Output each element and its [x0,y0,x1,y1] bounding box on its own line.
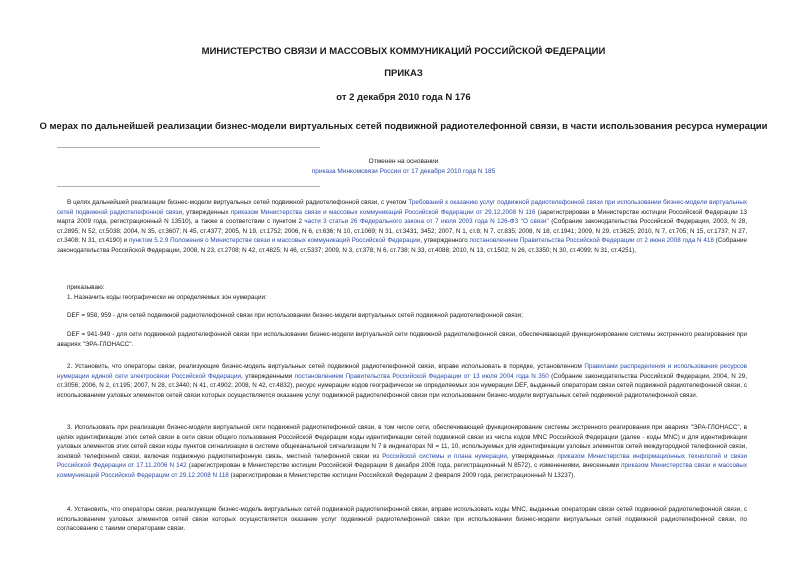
doc-type-heading: ПРИКАЗ [384,68,423,79]
divider-top [57,147,320,148]
preamble-text-5: , утвержденного [420,237,470,245]
item1-intro: 1. Назначить коды географически не определяемых зон нумерации: [67,294,267,301]
doc-date-heading: от 2 декабря 2010 года N 176 [336,92,471,103]
preamble-text-4: (Собрание законодательства Российской Федерации, 2003, N 28, ст.2895; N 52, ст.5038; 2004, N 35, ст.3607; N 45, ст.4377; 2005, N 19, ст.1752; 2006, N 6, ст.636; N 10, ст.1069; N 31, ст.3431, 3452; 2007, N 1, ст.8; N 7, ст.835; 2008, N 18, ст.1941; 2009, N 29, ст.3625; 2010, N 7, ст.705; N 15, ст.1737; N 27, ст.3408; N 31, ст.4190) и [57,218,747,245]
link-order-116[interactable]: приказом Министерства связи и массовых коммуникаций Российской Федерации от 29.12.2008 N 116 [230,208,536,216]
item3-text-3: (зарегистрирован в Министерстве юстиции Российской Федерации 8 декабря 2006 года, регистрационный N 8572), с изменениями, внесенными [186,462,622,470]
item2-text-1: 2. Установить, что операторы связи, реализующие бизнес-модель виртуальных сетей подвижной радиотелефонной связи, вправе использовать в порядке, установленном [67,363,585,370]
preamble-paragraph [57,198,747,256]
item2-paragraph [57,362,747,400]
link-order-142[interactable]: приказом Министерства информационных технологий и связи Российской Федерации от 17.11.2006 N 142 [57,452,748,470]
divider-bottom [57,186,320,187]
preamble-text-3: (зарегистрирован в Министерстве юстиции Российской Федерации 13 марта 2009 года, регистрационный N 13510), а также в соответствии с пунктом 2 [57,208,747,226]
item4-paragraph: 4. Установить, что операторы связи, реализующие бизнес-модель виртуальных сетей подвижной радиотелефонной связи, вправе использовать коды MNC, выданные операторам связи сетей подвижной радиотелефонной связи, с использованием узловых элементов сетей связи которых осуществляется оказание услуг подвижной радиотелефонной связи при использовании бизнес-модели виртуальных сетей подвижной радиотелефонной связи, по согласованию с такими операторами связи. [57,506,747,533]
link-resolution-418[interactable]: постановлением Правительства Российской Федерации от 2 июня 2008 года N 418 [469,237,714,245]
link-numbering-plan[interactable]: Российской системы и плана нумерации [382,452,507,460]
link-resolution-350[interactable]: постановлением Правительства Российской Федерации от 13 июля 2004 года N 350 [294,372,549,380]
revocation-note: Отменен на основании [368,158,439,165]
revocation-line [0,168,807,175]
preamble-text-2: , утвержденных [182,208,231,216]
item3-text-4: (зарегистрирован в Министерстве юстиции Российской Федерации 2 февраля 2009 года, регистрационный N 13237). [228,471,576,479]
item2-text-2: , утвержденными [241,372,295,380]
link-requirements[interactable]: Требований к оказанию услуг подвижной радиотелефонной связи при использовании бизнес-модели виртуальных сетей подвижной радиотелефонной связи [57,199,747,216]
preamble-text-6: (Собрание законодательства Российской Федерации, 2008, N 23, ст.2708; N 42, ст.4825; N 46, ст.5337; 2009, N 3, ст.378; N 6, ст.738; N 33, ст.4088; 2010, N 13, ст.1502; N 26, ст.3350; N 30, ст.4099; N 31, ст.4251), [57,237,747,254]
revocation-link[interactable]: приказа Минкомсвязи России от 17 декабря 2010 года N 185 [311,168,496,175]
link-regulation-529[interactable]: пунктом 5.2.9 Положения о Министерстве связи и массовых коммуникаций Российской Федерации [128,237,421,245]
doc-title: О мерах по дальнейшей реализации бизнес-модели виртуальных сетей подвижной радиотелефонной связи, в части использования ресурса нумерации [39,121,768,132]
item1-def-958: DEF = 958, 959 - для сетей подвижной радиотелефонной связи при использовании бизнес-модели виртуальных сетей подвижной радиотелефонной связи; [67,312,523,319]
item1-def-941: DEF = 941-949 - для сети подвижной радиотелефонной связи при использовании бизнес-модели виртуальной сети подвижной радиотелефонной связи, обеспечивающей функционирование системы экстренного реагирования при авариях "ЭРА-ГЛОНАСС". [57,331,747,348]
item3-text-2: , утвержденных [506,452,558,460]
link-numbering-rules[interactable]: Правилами распределения и использования ресурсов нумерации единой сети электросвязи Российской Федерации [57,363,747,380]
link-law-126[interactable]: части 3 статьи 26 Федерального закона от 7 июля 2003 года N 126-ФЗ "О связи" [304,218,549,226]
order-word: приказываю: [67,284,105,291]
item3-paragraph [57,423,747,481]
ministry-heading: МИНИСТЕРСТВО СВЯЗИ И МАССОВЫХ КОММУНИКАЦИЙ РОССИЙСКОЙ ФЕДЕРАЦИИ [201,46,606,57]
item3-text-1: 3. Использовать при реализации бизнес-модели виртуальной сети подвижной радиотелефонной связи, в том числе сети, обеспечивающей функционирование системы экстренного реагирования при авариях "ЭРА-ГЛОНАСС", в целях идентификации этих сетей связи в сети связи общего пользования Российской Федерации коды идентификации сетей подвижной связи из числа кодов MNC Российской Федерации (далее - коды MNC) и для идентификации узловых элементов этих сетей связи коды пунктов сигнализации в системе общеканальной сигнализации N 7 в индикаторах NI = 11, 10, используемых для идентификации узловых элементов сетей междугородной телефонной связи, зоновой телефонной связи, включая подвижную радиотелефонную связь, местной телефонной связи из [57,424,747,460]
preamble-text-1: В целях дальнейшей реализации бизнес-модели виртуальных сетей подвижной радиотелефонной связи, с учетом [67,199,409,206]
item2-text-3: (Собрание законодательства Российской Федерации, 2004, N 29, ст.3056; 2006, N 2, ст.195; 2007, N 28, ст.3440; N 41, ст.4902; 2008, N 42, ст.4832), ресурс нумерации кодов географически не определяемых зон нумерации DEF, выданный операторам связи сетей подвижной радиотелефонной связи, с использованием узловых элементов сетей связи которых осуществляется оказание услуг подвижной радиотелефонной связи при использовании бизнес-модели виртуальных сетей подвижной радиотелефонной связи. [57,372,747,399]
link-order-118[interactable]: приказом Министерства связи и массовых коммуникаций Российской Федерации от 29.12.2008 N 118 [57,462,747,479]
